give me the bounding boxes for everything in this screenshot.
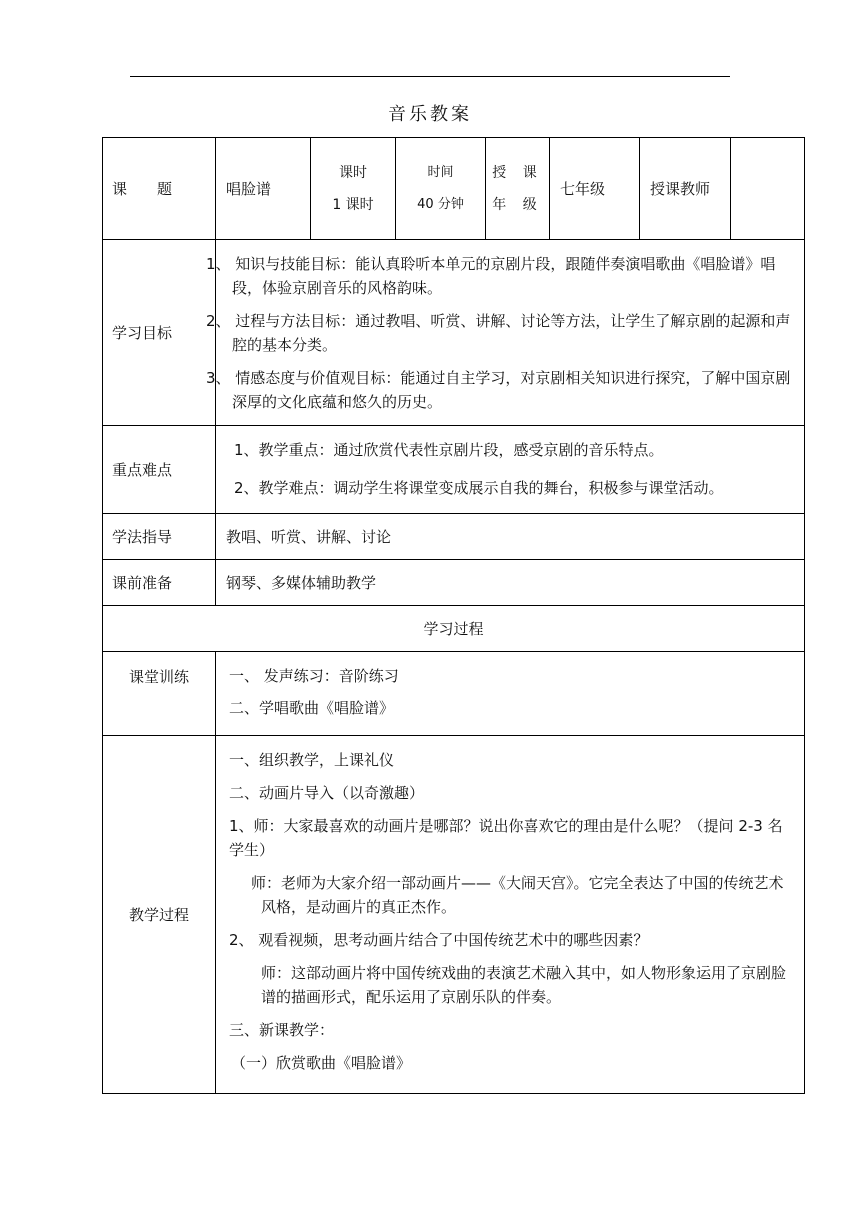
- teaching-item: 2、 观看视频，思考动画片结合了中国传统艺术中的哪些因素？: [229, 931, 649, 949]
- topic-label-cell: [103, 138, 216, 240]
- training-list: [216, 652, 805, 736]
- key-point-item: 1、教学重点：通过欣赏代表性京剧片段，感受京剧的音乐特点。: [234, 441, 664, 459]
- teaching-list: [216, 736, 805, 1094]
- teaching-item: 师：老师为大家介绍一部动画片——《大闹天宫》。它完全表达了中国的传统艺术风格，是动画片的真正杰作。: [251, 874, 784, 916]
- training-row: [103, 652, 805, 736]
- process-header: 学习过程: [103, 606, 805, 652]
- objective-item: 2、 过程与方法目标：通过教唱、听赏、讲解、讨论等方法，让学生了解京剧的起源和声腔的基本分类。: [206, 312, 791, 354]
- teacher-value: [731, 138, 805, 240]
- key-points-list: [216, 426, 805, 514]
- key-points-row: [103, 426, 805, 514]
- topic-label: [103, 178, 215, 200]
- document-title: 音乐教案: [388, 104, 472, 125]
- time-label: 时间: [427, 164, 454, 180]
- objective-item: 1、 知识与技能目标：能认真聆听本单元的京剧片段，跟随伴奏演唱歌曲《唱脸谱》唱段，体验京剧音乐的风格韵味。: [206, 255, 776, 297]
- objectives-list: [206, 240, 805, 426]
- key-points-label: 重点难点: [103, 426, 216, 514]
- teaching-item: 师：这部动画片将中国传统戏曲的表演艺术融入其中，如人物形象运用了京剧脸谱的描画形式，配乐运用了京剧乐队的伴奏。: [261, 964, 787, 1006]
- training-label: 课堂训练: [103, 652, 216, 736]
- info-row: [103, 138, 805, 240]
- teaching-item: 1、师：大家最喜欢的动画片是哪部？说出你喜欢它的理由是什么呢？（提问 2-3 名学生）: [229, 817, 783, 859]
- teacher-label: 授课教师: [640, 138, 731, 240]
- objectives-row: [103, 240, 805, 426]
- grade-label-top: 授 课: [492, 164, 543, 181]
- teaching-item: 二、动画片导入（以奇激趣）: [229, 784, 425, 802]
- teaching-row: [103, 736, 805, 1094]
- teaching-label: 教学过程: [103, 736, 216, 1094]
- period-cell: [311, 138, 396, 240]
- methods-label: 学法指导: [103, 514, 216, 560]
- preparation-row: [103, 560, 805, 606]
- teaching-item: （一）欣赏歌曲《唱脸谱》: [231, 1054, 412, 1072]
- objectives-label: 学习目标: [103, 240, 216, 426]
- topic-value: 唱脸谱: [216, 138, 311, 240]
- time-cell: [396, 138, 486, 240]
- period-label: 课时: [339, 164, 367, 181]
- header-rule: [130, 76, 730, 77]
- topic-label-text: 课 题: [112, 179, 173, 198]
- objective-item: 3、 情感态度与价值观目标：能通过自主学习，对京剧相关知识进行探究，了解中国京剧深厚的文化底蕴和悠久的历史。: [206, 369, 791, 411]
- training-item: 一、 发声练习：音阶练习: [229, 667, 399, 685]
- time-value: 40 分钟: [417, 196, 464, 212]
- methods-value: 教唱、听赏、讲解、讨论: [216, 514, 805, 560]
- grade-value: 七年级: [550, 138, 640, 240]
- key-point-item: 2、教学难点：调动学生将课堂变成展示自我的舞台，积极参与课堂活动。: [234, 479, 724, 497]
- preparation-value: 钢琴、多媒体辅助教学: [216, 560, 805, 606]
- period-value: 1 课时: [332, 196, 374, 213]
- process-header-row: [103, 606, 805, 652]
- teaching-item: 三、新课教学：: [229, 1021, 335, 1039]
- teaching-item: 一、组织教学，上课礼仪: [229, 751, 395, 769]
- methods-row: [103, 514, 805, 560]
- preparation-label: 课前准备: [103, 560, 216, 606]
- lesson-plan-table: [102, 137, 805, 1094]
- grade-label-bottom: 年 级: [492, 196, 543, 213]
- training-item: 二、学唱歌曲《唱脸谱》: [229, 699, 395, 717]
- grade-label-cell: [486, 138, 550, 240]
